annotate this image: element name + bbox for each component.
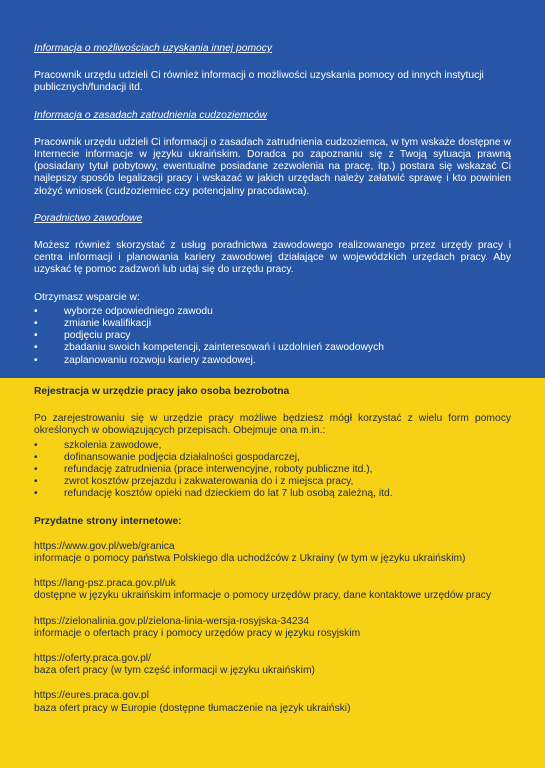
- link-block-granica: [34, 541, 511, 565]
- support-list: [34, 306, 511, 367]
- other-help-heading: Informacja o możliwościach uzyskania innej pomocy: [34, 43, 273, 54]
- other-help-paragraph: Pracownik urzędu udzieli Ci również informacji o możliwości uzyskania pomocy od innych instytucji publicznych/fundacji itd.: [34, 70, 484, 94]
- bullet-icon: •: [34, 342, 38, 354]
- list-item: • szkolenia zawodowe,: [34, 439, 162, 451]
- list-item: • zaplanowaniu rozwoju kariery zawodowej.: [34, 354, 256, 366]
- bullet-icon: •: [34, 354, 38, 366]
- link-url[interactable]: https://www.gov.pl/web/granica: [34, 540, 175, 552]
- registration-paragraph: Po zarejestrowaniu się w urzędzie pracy możliwe będziesz mógł korzystać z wielu form pomocy określonych w obowiązujących przepisach. Obejmuje ona m.in.:: [34, 413, 511, 437]
- link-url[interactable]: https://oferty.praca.gov.pl/: [34, 653, 151, 665]
- link-description: baza ofert pracy w Europie (dostępne tłumaczenie na język ukraiński): [34, 702, 351, 714]
- list-item: • zbadaniu swoich kompetencji, zainteresowań i uzdolnień zawodowych: [34, 342, 384, 354]
- link-description: baza ofert pracy (w tym część informacji w języku ukraińskim): [34, 665, 315, 677]
- bullet-icon: •: [34, 439, 38, 451]
- benefits-list: [34, 440, 511, 501]
- link-url[interactable]: https://lang-psz.praca.gov.pl/uk: [34, 578, 176, 590]
- bullet-icon: •: [34, 305, 38, 317]
- blue-section: [0, 0, 545, 378]
- link-block-lang-psz: [34, 578, 511, 602]
- bullet-icon: •: [34, 488, 38, 500]
- link-url[interactable]: https://eures.praca.gov.pl: [34, 690, 149, 702]
- bullet-icon: •: [34, 476, 38, 488]
- list-item: • wyborze odpowiedniego zawodu: [34, 305, 213, 317]
- registration-heading: Rejestracja w urzędzie pracy jako osoba bezrobotna: [34, 386, 290, 397]
- bullet-icon: •: [34, 464, 38, 476]
- career-counseling-heading: Poradnictwo zawodowe: [34, 212, 143, 224]
- link-block-eures: [34, 690, 511, 714]
- list-item: • zmianie kwalifikacji: [34, 318, 151, 330]
- foreigners-heading: Informacja o zasadach zatrudnienia cudzoziemców: [34, 109, 267, 121]
- link-description: informacje o pomocy państwa Polskiego dla uchodźców z Ukrainy (w tym w języku ukraińskim): [34, 553, 466, 565]
- link-url[interactable]: https://zielonalinia.gov.pl/zielona-linia-wersja-rosyjska-34234: [34, 615, 310, 627]
- link-block-zielonalinia: [34, 616, 511, 640]
- bullet-icon: •: [34, 318, 38, 330]
- list-item: • podjęciu pracy: [34, 330, 131, 342]
- list-item: • zwrot kosztów przejazdu i zakwaterowania do i z miejsca pracy,: [34, 476, 354, 488]
- bullet-icon: •: [34, 451, 38, 463]
- list-item: • refundację kosztów opieki nad dzieckiem do lat 7 lub osobą zależną, itd.: [34, 488, 393, 500]
- yellow-section: [0, 378, 545, 768]
- link-block-oferty: [34, 653, 511, 677]
- career-counseling-paragraph: Możesz również skorzystać z usług poradnictwa zawodowego realizowanego przez urzędy pracy i centra informacji i planowania kariery zawodowej działające w wojewódzkich urzędach pracy. Aby uzyskać tę pomoc zadzwoń lub udaj się do urzędu pracy.: [34, 240, 511, 276]
- link-description: dostępne w języku ukraińskim informacje o pomocy urzędów pracy, dane kontaktowe urzędów pracy: [34, 590, 492, 602]
- link-description: informacje o ofertach pracy i pomocy urzędów pracy w języku rosyjskim: [34, 627, 361, 639]
- support-intro: Otrzymasz wsparcie w:: [34, 291, 140, 303]
- list-item: • refundację zatrudnienia (prace interwencyjne, roboty publiczne itd.),: [34, 464, 373, 476]
- foreigners-paragraph: Pracownik urzędu udzieli Ci informacji o zasadach zatrudnienia cudzoziemca, w tym wskaże dostępne w Internecie informacje w języku ukraińskim. Doradca po zapoznaniu się z Twoją sytuacja prawną (posiadany tytuł pobytowy, ewentualne posiadane zezwolenia na pracę, itp.) postara się wskazać Ci najlepszy sposób legalizacji pracy i wskazać w jakich urzędach należy załatwić sprawę i kto powinien złożyć wniosek (cudzoziemiec czy potencjalny pracodawca).: [34, 136, 511, 197]
- list-item: • dofinansowanie podjęcia działalności gospodarczej,: [34, 451, 300, 463]
- useful-websites-heading: Przydatne strony internetowe:: [34, 515, 182, 527]
- bullet-icon: •: [34, 330, 38, 342]
